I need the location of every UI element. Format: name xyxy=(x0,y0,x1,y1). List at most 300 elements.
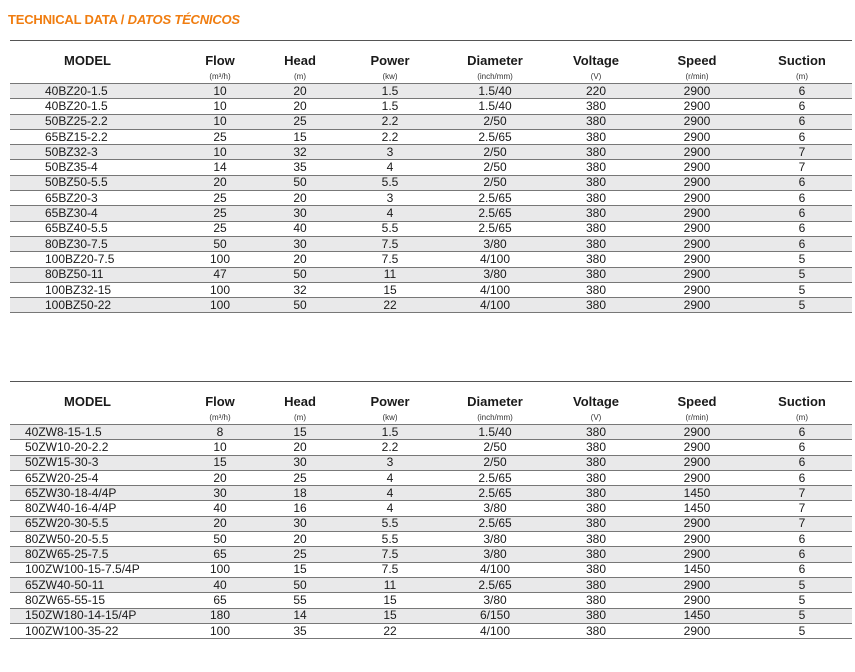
unit-speed: (r/min) xyxy=(685,413,709,422)
cell-voltage: 380 xyxy=(550,440,642,455)
cell-model: 50ZW10-20-2.2 xyxy=(10,440,180,455)
cell-diameter: 4/100 xyxy=(440,282,550,297)
cell-head: 32 xyxy=(260,145,340,160)
cell-voltage: 380 xyxy=(550,221,642,236)
cell-power: 15 xyxy=(340,608,440,623)
cell-power: 7.5 xyxy=(340,547,440,562)
cell-speed: 2900 xyxy=(642,623,752,638)
cell-voltage: 380 xyxy=(550,252,642,267)
cell-diameter: 3/80 xyxy=(440,532,550,547)
unit-flow: (m³/h) xyxy=(209,72,231,81)
table-row xyxy=(10,532,852,547)
cell-head: 20 xyxy=(260,440,340,455)
cell-model: 65ZW20-25-4 xyxy=(10,470,180,485)
cell-model: 65BZ40-5.5 xyxy=(10,221,180,236)
col-power: Power xyxy=(340,382,440,412)
cell-suction: 6 xyxy=(752,84,852,99)
cell-head: 35 xyxy=(260,623,340,638)
cell-model: 80ZW50-20-5.5 xyxy=(10,532,180,547)
cell-diameter: 2.5/65 xyxy=(440,577,550,592)
cell-flow: 10 xyxy=(180,99,260,114)
cell-head: 50 xyxy=(260,577,340,592)
cell-voltage: 380 xyxy=(550,577,642,592)
cell-diameter: 2.5/65 xyxy=(440,191,550,206)
cell-flow: 40 xyxy=(180,577,260,592)
cell-voltage: 380 xyxy=(550,236,642,251)
header-row xyxy=(10,382,852,412)
unit-suction: (m) xyxy=(796,413,808,422)
cell-model: 100BZ50-22 xyxy=(10,298,180,313)
table-row xyxy=(10,175,852,190)
cell-head: 16 xyxy=(260,501,340,516)
col-head: Head xyxy=(260,41,340,71)
cell-power: 2.2 xyxy=(340,440,440,455)
cell-power: 1.5 xyxy=(340,99,440,114)
cell-speed: 2900 xyxy=(642,145,752,160)
col-model: MODEL xyxy=(10,41,180,71)
cell-voltage: 380 xyxy=(550,547,642,562)
unit-head: (m) xyxy=(294,413,306,422)
cell-speed: 2900 xyxy=(642,547,752,562)
cell-diameter: 2/50 xyxy=(440,175,550,190)
cell-voltage: 380 xyxy=(550,623,642,638)
cell-suction: 6 xyxy=(752,440,852,455)
cell-suction: 5 xyxy=(752,593,852,608)
col-diameter: Diameter xyxy=(440,41,550,71)
cell-speed: 2900 xyxy=(642,99,752,114)
col-voltage: Voltage xyxy=(550,41,642,71)
cell-head: 55 xyxy=(260,593,340,608)
cell-diameter: 6/150 xyxy=(440,608,550,623)
cell-speed: 2900 xyxy=(642,221,752,236)
table-row xyxy=(10,160,852,175)
cell-voltage: 380 xyxy=(550,191,642,206)
cell-diameter: 4/100 xyxy=(440,252,550,267)
table-row xyxy=(10,84,852,99)
cell-suction: 5 xyxy=(752,282,852,297)
cell-voltage: 380 xyxy=(550,129,642,144)
cell-flow: 65 xyxy=(180,593,260,608)
cell-diameter: 2.5/65 xyxy=(440,486,550,501)
table-row xyxy=(10,191,852,206)
cell-model: 65BZ20-3 xyxy=(10,191,180,206)
cell-diameter: 3/80 xyxy=(440,236,550,251)
cell-diameter: 2/50 xyxy=(440,160,550,175)
unit-suction: (m) xyxy=(796,72,808,81)
cell-flow: 8 xyxy=(180,425,260,440)
table-row xyxy=(10,425,852,440)
cell-model: 50BZ35-4 xyxy=(10,160,180,175)
cell-suction: 6 xyxy=(752,191,852,206)
cell-power: 7.5 xyxy=(340,236,440,251)
cell-suction: 6 xyxy=(752,425,852,440)
cell-model: 40ZW8-15-1.5 xyxy=(10,425,180,440)
cell-power: 3 xyxy=(340,455,440,470)
col-power: Power xyxy=(340,41,440,71)
cell-head: 50 xyxy=(260,175,340,190)
unit-power: (kw) xyxy=(382,72,398,81)
cell-suction: 7 xyxy=(752,486,852,501)
cell-power: 2.2 xyxy=(340,129,440,144)
cell-voltage: 380 xyxy=(550,593,642,608)
cell-power: 11 xyxy=(340,267,440,282)
cell-power: 7.5 xyxy=(340,562,440,577)
cell-head: 50 xyxy=(260,267,340,282)
cell-model: 50BZ50-5.5 xyxy=(10,175,180,190)
table-row xyxy=(10,145,852,160)
cell-suction: 5 xyxy=(752,577,852,592)
table-row xyxy=(10,470,852,485)
table-row xyxy=(10,129,852,144)
cell-head: 50 xyxy=(260,298,340,313)
cell-model: 80BZ50-11 xyxy=(10,267,180,282)
unit-power: (kw) xyxy=(382,413,398,422)
cell-suction: 5 xyxy=(752,608,852,623)
cell-suction: 6 xyxy=(752,236,852,251)
cell-voltage: 380 xyxy=(550,532,642,547)
cell-head: 14 xyxy=(260,608,340,623)
cell-voltage: 380 xyxy=(550,470,642,485)
unit-diameter: (inch/mm) xyxy=(477,72,513,81)
cell-power: 7.5 xyxy=(340,252,440,267)
col-head: Head xyxy=(260,382,340,412)
cell-suction: 6 xyxy=(752,221,852,236)
cell-speed: 1450 xyxy=(642,501,752,516)
cell-suction: 6 xyxy=(752,455,852,470)
cell-speed: 2900 xyxy=(642,236,752,251)
cell-diameter: 1.5/40 xyxy=(440,84,550,99)
cell-power: 4 xyxy=(340,501,440,516)
cell-model: 150ZW180-14-15/4P xyxy=(10,608,180,623)
cell-speed: 2900 xyxy=(642,206,752,221)
cell-model: 65BZ15-2.2 xyxy=(10,129,180,144)
cell-flow: 10 xyxy=(180,84,260,99)
col-suction: Suction xyxy=(752,41,852,71)
cell-speed: 2900 xyxy=(642,440,752,455)
cell-flow: 100 xyxy=(180,282,260,297)
cell-head: 30 xyxy=(260,455,340,470)
cell-flow: 15 xyxy=(180,455,260,470)
cell-model: 80ZW65-55-15 xyxy=(10,593,180,608)
cell-model: 65ZW20-30-5.5 xyxy=(10,516,180,531)
cell-flow: 100 xyxy=(180,562,260,577)
table-row xyxy=(10,252,852,267)
cell-model: 100BZ32-15 xyxy=(10,282,180,297)
cell-head: 20 xyxy=(260,532,340,547)
cell-head: 40 xyxy=(260,221,340,236)
cell-diameter: 2.5/65 xyxy=(440,221,550,236)
cell-voltage: 380 xyxy=(550,145,642,160)
unit-model xyxy=(10,411,180,425)
cell-suction: 6 xyxy=(752,206,852,221)
unit-row xyxy=(10,70,852,84)
cell-suction: 7 xyxy=(752,516,852,531)
cell-head: 18 xyxy=(260,486,340,501)
cell-voltage: 380 xyxy=(550,206,642,221)
cell-head: 35 xyxy=(260,160,340,175)
table-row xyxy=(10,608,852,623)
cell-flow: 10 xyxy=(180,114,260,129)
cell-voltage: 220 xyxy=(550,84,642,99)
cell-flow: 50 xyxy=(180,532,260,547)
cell-suction: 5 xyxy=(752,623,852,638)
table-row xyxy=(10,221,852,236)
cell-diameter: 2.5/65 xyxy=(440,470,550,485)
col-diameter: Diameter xyxy=(440,382,550,412)
cell-model: 80ZW40-16-4/4P xyxy=(10,501,180,516)
cell-diameter: 1.5/40 xyxy=(440,425,550,440)
bz-spec-table xyxy=(10,40,852,313)
cell-speed: 2900 xyxy=(642,129,752,144)
cell-model: 100BZ20-7.5 xyxy=(10,252,180,267)
cell-voltage: 380 xyxy=(550,501,642,516)
unit-head: (m) xyxy=(294,72,306,81)
unit-diameter: (inch/mm) xyxy=(477,413,513,422)
cell-diameter: 2.5/65 xyxy=(440,129,550,144)
table-row xyxy=(10,206,852,221)
cell-suction: 6 xyxy=(752,114,852,129)
cell-model: 65ZW30-18-4/4P xyxy=(10,486,180,501)
col-voltage: Voltage xyxy=(550,382,642,412)
cell-flow: 47 xyxy=(180,267,260,282)
cell-head: 15 xyxy=(260,562,340,577)
cell-head: 20 xyxy=(260,99,340,114)
table-row xyxy=(10,486,852,501)
cell-speed: 2900 xyxy=(642,191,752,206)
table-row xyxy=(10,298,852,313)
cell-voltage: 380 xyxy=(550,175,642,190)
table-row xyxy=(10,267,852,282)
cell-flow: 25 xyxy=(180,206,260,221)
cell-flow: 25 xyxy=(180,221,260,236)
cell-speed: 2900 xyxy=(642,425,752,440)
cell-power: 5.5 xyxy=(340,532,440,547)
cell-diameter: 4/100 xyxy=(440,623,550,638)
cell-diameter: 2/50 xyxy=(440,145,550,160)
cell-flow: 50 xyxy=(180,236,260,251)
cell-diameter: 2/50 xyxy=(440,114,550,129)
cell-power: 5.5 xyxy=(340,221,440,236)
cell-speed: 2900 xyxy=(642,282,752,297)
cell-diameter: 4/100 xyxy=(440,562,550,577)
table-row xyxy=(10,114,852,129)
cell-model: 100ZW100-35-22 xyxy=(10,623,180,638)
cell-voltage: 380 xyxy=(550,99,642,114)
cell-head: 30 xyxy=(260,206,340,221)
cell-power: 2.2 xyxy=(340,114,440,129)
cell-flow: 10 xyxy=(180,440,260,455)
cell-speed: 1450 xyxy=(642,486,752,501)
cell-flow: 20 xyxy=(180,470,260,485)
cell-flow: 10 xyxy=(180,145,260,160)
cell-suction: 7 xyxy=(752,501,852,516)
cell-voltage: 380 xyxy=(550,298,642,313)
col-speed: Speed xyxy=(642,41,752,71)
cell-power: 3 xyxy=(340,145,440,160)
cell-model: 40BZ20-1.5 xyxy=(10,99,180,114)
cell-speed: 2900 xyxy=(642,298,752,313)
cell-model: 40BZ20-1.5 xyxy=(10,84,180,99)
unit-flow: (m³/h) xyxy=(209,413,231,422)
col-speed: Speed xyxy=(642,382,752,412)
page-title xyxy=(8,12,240,27)
cell-head: 20 xyxy=(260,252,340,267)
cell-voltage: 380 xyxy=(550,425,642,440)
cell-head: 25 xyxy=(260,547,340,562)
cell-diameter: 3/80 xyxy=(440,267,550,282)
cell-head: 30 xyxy=(260,516,340,531)
cell-voltage: 380 xyxy=(550,455,642,470)
cell-suction: 5 xyxy=(752,252,852,267)
table-row xyxy=(10,455,852,470)
unit-speed: (r/min) xyxy=(685,72,709,81)
cell-model: 80ZW65-25-7.5 xyxy=(10,547,180,562)
cell-head: 25 xyxy=(260,470,340,485)
cell-flow: 180 xyxy=(180,608,260,623)
cell-flow: 30 xyxy=(180,486,260,501)
cell-diameter: 2/50 xyxy=(440,455,550,470)
cell-voltage: 380 xyxy=(550,486,642,501)
cell-voltage: 380 xyxy=(550,608,642,623)
cell-diameter: 2/50 xyxy=(440,440,550,455)
header-row xyxy=(10,41,852,71)
cell-model: 65BZ30-4 xyxy=(10,206,180,221)
cell-voltage: 380 xyxy=(550,114,642,129)
cell-model: 50BZ25-2.2 xyxy=(10,114,180,129)
cell-voltage: 380 xyxy=(550,282,642,297)
cell-head: 15 xyxy=(260,129,340,144)
cell-diameter: 1.5/40 xyxy=(440,99,550,114)
cell-diameter: 3/80 xyxy=(440,501,550,516)
cell-suction: 6 xyxy=(752,470,852,485)
cell-speed: 1450 xyxy=(642,608,752,623)
cell-suction: 6 xyxy=(752,562,852,577)
cell-model: 80BZ30-7.5 xyxy=(10,236,180,251)
cell-flow: 20 xyxy=(180,516,260,531)
cell-speed: 2900 xyxy=(642,532,752,547)
cell-flow: 20 xyxy=(180,175,260,190)
zw-spec-table xyxy=(10,381,852,639)
cell-suction: 6 xyxy=(752,129,852,144)
cell-power: 11 xyxy=(340,577,440,592)
table-row xyxy=(10,501,852,516)
cell-voltage: 380 xyxy=(550,516,642,531)
col-model: MODEL xyxy=(10,382,180,412)
cell-speed: 2900 xyxy=(642,267,752,282)
cell-suction: 6 xyxy=(752,532,852,547)
table-row xyxy=(10,623,852,638)
cell-power: 1.5 xyxy=(340,84,440,99)
cell-head: 20 xyxy=(260,84,340,99)
cell-suction: 6 xyxy=(752,99,852,114)
cell-speed: 2900 xyxy=(642,577,752,592)
cell-suction: 7 xyxy=(752,160,852,175)
title-italic: DATOS TÉCNICOS xyxy=(127,12,240,27)
unit-voltage: (V) xyxy=(590,72,602,81)
cell-power: 1.5 xyxy=(340,425,440,440)
cell-speed: 2900 xyxy=(642,470,752,485)
cell-speed: 2900 xyxy=(642,516,752,531)
cell-power: 15 xyxy=(340,282,440,297)
unit-voltage: (V) xyxy=(590,413,602,422)
unit-model xyxy=(10,70,180,84)
cell-head: 15 xyxy=(260,425,340,440)
cell-speed: 2900 xyxy=(642,455,752,470)
table-row xyxy=(10,547,852,562)
cell-model: 50ZW15-30-3 xyxy=(10,455,180,470)
cell-power: 5.5 xyxy=(340,516,440,531)
cell-model: 65ZW40-50-11 xyxy=(10,577,180,592)
cell-power: 15 xyxy=(340,593,440,608)
cell-head: 32 xyxy=(260,282,340,297)
table-row xyxy=(10,236,852,251)
cell-diameter: 4/100 xyxy=(440,298,550,313)
cell-head: 30 xyxy=(260,236,340,251)
unit-row xyxy=(10,411,852,425)
cell-power: 22 xyxy=(340,298,440,313)
cell-model: 100ZW100-15-7.5/4P xyxy=(10,562,180,577)
cell-voltage: 380 xyxy=(550,267,642,282)
cell-suction: 6 xyxy=(752,175,852,190)
cell-speed: 2900 xyxy=(642,593,752,608)
cell-flow: 14 xyxy=(180,160,260,175)
cell-power: 4 xyxy=(340,160,440,175)
cell-speed: 2900 xyxy=(642,252,752,267)
table-row xyxy=(10,577,852,592)
cell-speed: 2900 xyxy=(642,160,752,175)
table-row xyxy=(10,99,852,114)
cell-speed: 2900 xyxy=(642,114,752,129)
table-body xyxy=(10,84,852,313)
cell-flow: 25 xyxy=(180,129,260,144)
cell-model: 50BZ32-3 xyxy=(10,145,180,160)
cell-suction: 5 xyxy=(752,298,852,313)
table-row xyxy=(10,562,852,577)
cell-suction: 6 xyxy=(752,547,852,562)
cell-flow: 100 xyxy=(180,623,260,638)
title-main: TECHNICAL DATA / xyxy=(8,12,128,27)
table-row xyxy=(10,282,852,297)
cell-speed: 2900 xyxy=(642,175,752,190)
cell-flow: 65 xyxy=(180,547,260,562)
cell-power: 4 xyxy=(340,206,440,221)
cell-power: 22 xyxy=(340,623,440,638)
cell-voltage: 380 xyxy=(550,160,642,175)
col-suction: Suction xyxy=(752,382,852,412)
col-flow: Flow xyxy=(180,41,260,71)
cell-flow: 40 xyxy=(180,501,260,516)
table-row xyxy=(10,516,852,531)
cell-flow: 100 xyxy=(180,298,260,313)
cell-flow: 25 xyxy=(180,191,260,206)
cell-head: 20 xyxy=(260,191,340,206)
cell-power: 3 xyxy=(340,191,440,206)
cell-suction: 5 xyxy=(752,267,852,282)
cell-diameter: 3/80 xyxy=(440,593,550,608)
cell-suction: 7 xyxy=(752,145,852,160)
cell-diameter: 2.5/65 xyxy=(440,206,550,221)
cell-diameter: 2.5/65 xyxy=(440,516,550,531)
cell-speed: 1450 xyxy=(642,562,752,577)
cell-power: 5.5 xyxy=(340,175,440,190)
table-body xyxy=(10,425,852,639)
cell-diameter: 3/80 xyxy=(440,547,550,562)
table-row xyxy=(10,593,852,608)
cell-power: 4 xyxy=(340,470,440,485)
cell-speed: 2900 xyxy=(642,84,752,99)
cell-power: 4 xyxy=(340,486,440,501)
cell-flow: 100 xyxy=(180,252,260,267)
